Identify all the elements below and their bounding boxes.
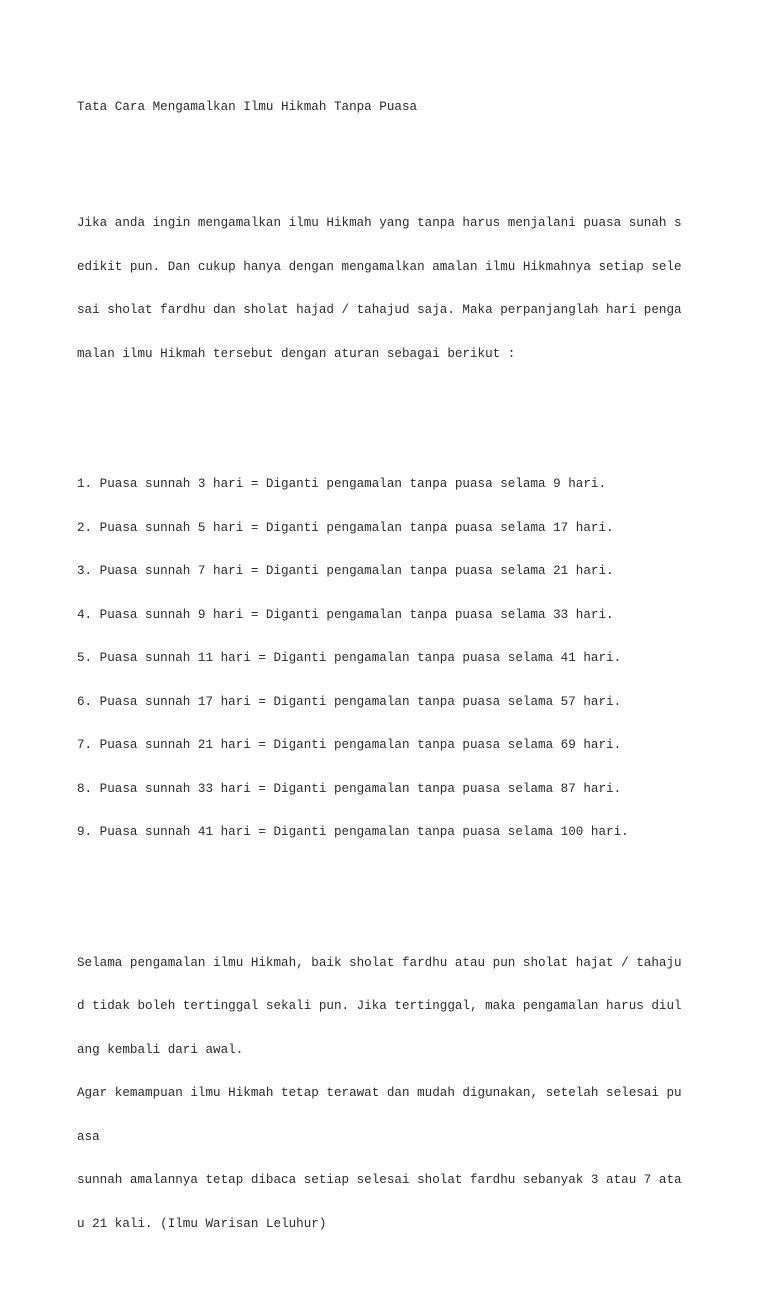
list-item: 2. Puasa sunnah 5 hari = Diganti pengamalan tanpa puasa selama 17 hari. <box>77 520 614 535</box>
list-item: 1. Puasa sunnah 3 hari = Diganti pengamalan tanpa puasa selama 9 hari. <box>77 477 607 491</box>
closing-line: sunnah amalannya tetap dibaca setiap selesai sholat fardhu sebanyak 3 atau 7 ata <box>77 1173 682 1187</box>
closing-line: Agar kemampuan ilmu Hikmah tetap terawat dan mudah digunakan, setelah selesai pu <box>77 1086 682 1100</box>
closing-line: ang kembali dari awal. <box>77 1042 244 1057</box>
intro-line: Jika anda ingin mengamalkan ilmu Hikmah yang tanpa harus menjalani puasa sunah s <box>77 216 682 230</box>
closing-line: Selama pengamalan ilmu Hikmah, baik sholat fardhu atau pun sholat hajat / tahaju <box>77 955 682 970</box>
document-body <box>77 71 727 1289</box>
document-title: Tata Cara Mengamalkan Ilmu Hikmah Tanpa Puasa <box>77 100 418 114</box>
closing-line: u 21 kali. (Ilmu Warisan Leluhur) <box>77 1216 327 1231</box>
intro-line: edikit pun. Dan cukup hanya dengan mengamalkan amalan ilmu Hikmahnya setiap sele <box>77 259 682 274</box>
closing-paragraph <box>77 927 727 1261</box>
list-item: 3. Puasa sunnah 7 hari = Diganti pengamalan tanpa puasa selama 21 hari. <box>77 564 614 578</box>
intro-paragraph <box>77 187 727 405</box>
list-item: 6. Puasa sunnah 17 hari = Diganti pengamalan tanpa puasa selama 57 hari. <box>77 694 622 709</box>
list-item: 7. Puasa sunnah 21 hari = Diganti pengamalan tanpa puasa selama 69 hari. <box>77 738 622 752</box>
rules-list <box>77 448 727 883</box>
list-item: 4. Puasa sunnah 9 hari = Diganti pengamalan tanpa puasa selama 33 hari. <box>77 607 614 622</box>
list-item: 8. Puasa sunnah 33 hari = Diganti pengamalan tanpa puasa selama 87 hari. <box>77 781 622 796</box>
intro-line: malan ilmu Hikmah tersebut dengan aturan sebagai berikut : <box>77 346 516 361</box>
list-item: 5. Puasa sunnah 11 hari = Diganti pengamalan tanpa puasa selama 41 hari. <box>77 651 622 665</box>
intro-line: sai sholat fardhu dan sholat hajad / tahajud saja. Maka perpanjanglah hari penga <box>77 303 682 317</box>
closing-line: d tidak boleh tertinggal sekali pun. Jika tertinggal, maka pengamalan harus diul <box>77 999 682 1013</box>
closing-line: asa <box>77 1129 100 1144</box>
list-item: 9. Puasa sunnah 41 hari = Diganti pengamalan tanpa puasa selama 100 hari. <box>77 825 629 839</box>
